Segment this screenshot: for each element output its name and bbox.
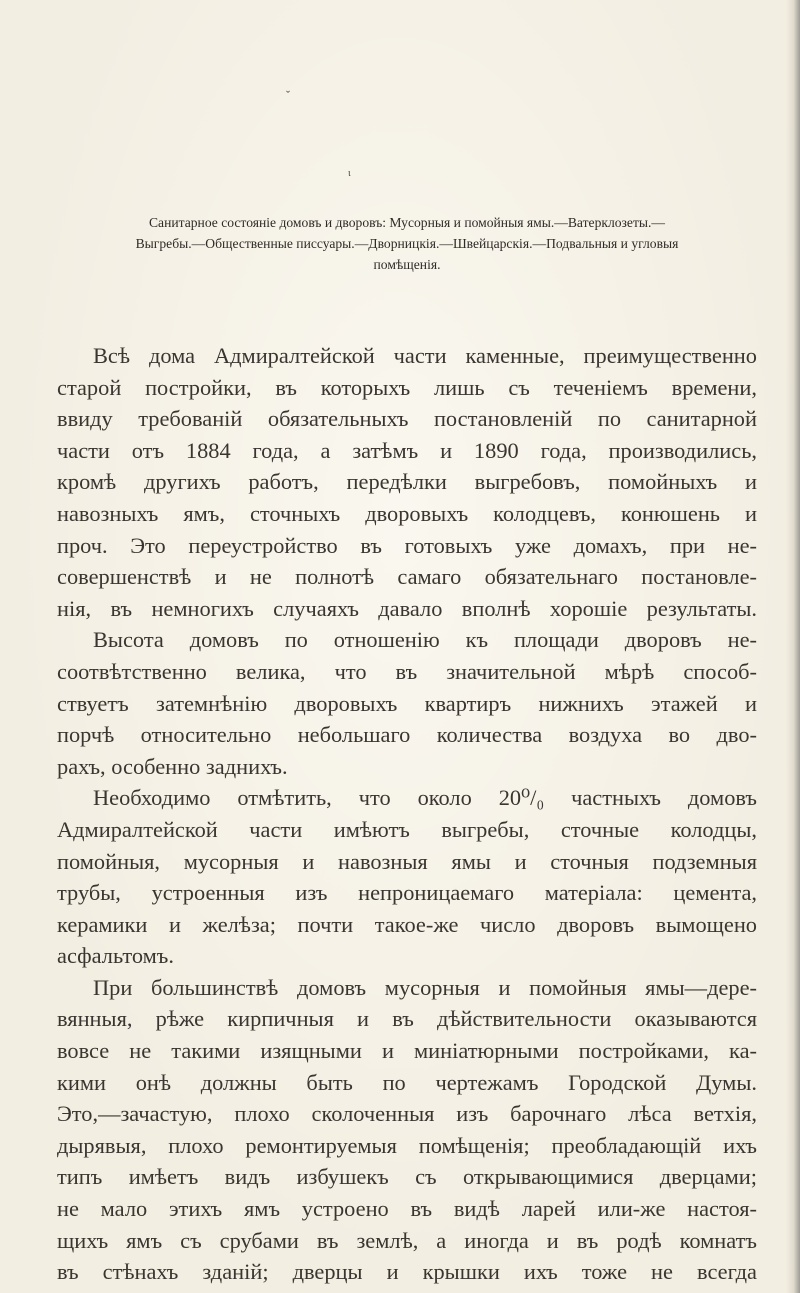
summary-line: Выгребы.—Общественные писсуары.—Дворницкія.—Швейцарскія.—Подвальныя и угловыя (135, 236, 679, 251)
page-edge-shadow (786, 0, 800, 1293)
text-line: асфальтомъ. (57, 943, 174, 969)
scan-speck: ˇ (286, 88, 290, 102)
text-line: проч. Это переустройство въ готовыхъ уже домахъ, при не- (57, 532, 757, 558)
text-line: ствуетъ затемнѣнію дворовыхъ квартиръ нижнихъ этажей и (57, 690, 757, 716)
text-line: типъ имѣетъ видъ избушекъ съ открывающимися дверцами; (57, 1164, 757, 1190)
chapter-summary (57, 212, 757, 275)
text-line: вянныя, рѣже кирпичныя и въ дѣйствительности оказываются (57, 1006, 757, 1032)
text-line: старой постройки, въ которыхъ лишь съ теченіемъ времени, (57, 374, 757, 400)
text-line: порчѣ относительно небольшаго количества воздуха во дво- (57, 722, 757, 748)
text-line: дырявыя, плохо ремонтируемыя помѣщенія; преобладающій ихъ (57, 1132, 757, 1158)
text-line: кими онѣ должны быть по чертежамъ Городской Думы. (57, 1069, 757, 1095)
text-line: нія, въ немногихъ случаяхъ давало вполнѣ хорошіе результаты. (57, 595, 757, 621)
text-line: вовсе не такими изящными и миніатюрными постройками, ка- (57, 1038, 757, 1064)
text-line: Всѣ дома Адмиралтейской части каменные, преимущественно (93, 343, 757, 368)
text-line: Это,—зачастую, плохо сколоченныя изъ барочнаго лѣса ветхія, (57, 1101, 757, 1127)
text-line: навозныхъ ямъ, сточныхъ дворовыхъ колодцевъ, конюшень и (57, 500, 757, 526)
text-line: кромѣ другихъ работъ, передѣлки выгребовъ, помойныхъ и (57, 469, 757, 495)
text-line: Адмиралтейской части имѣютъ выгребы, сточные колодцы, (57, 816, 757, 842)
text-line: Высота домовъ по отношенію къ площади дворовъ не- (93, 627, 757, 653)
text-line: Необходимо отмѣтить, что около 20⁰/₀ частныхъ домовъ (93, 785, 757, 811)
text-line: трубы, устроенныя изъ непроницаемаго матеріала: цемента, (57, 880, 757, 906)
text-line: помойныя, мусорныя и навозныя ямы и сточныя подземныя (57, 848, 757, 874)
summary-line: Санитарное состояніе домовъ и дворовъ: Мусорныя и помойныя ямы.—Ватерклозеты.— (148, 215, 666, 230)
text-line: керамики и желѣза; почти такое-же число дворовъ вымощено (57, 911, 757, 937)
summary-line: помѣщенія. (373, 257, 441, 272)
body-text (57, 340, 757, 1288)
text-line: рахъ, особенно заднихъ. (57, 753, 288, 779)
text-line: При большинствѣ домовъ мусорныя и помойныя ямы—дере- (93, 974, 757, 1000)
text-line: въ стѣнахъ зданій; дверцы и крышки ихъ тоже не всегда (57, 1259, 757, 1285)
scan-speck: ɩ (348, 168, 351, 179)
text-line: совершенствѣ и не полнотѣ самаго обязательнаго постановле- (57, 564, 757, 590)
text-line: соотвѣтственно велика, что въ значительной мѣрѣ способ- (57, 658, 757, 684)
text-line: ввиду требованій обязательныхъ постановленій по санитарной (57, 406, 757, 432)
text-line: не мало этихъ ямъ устроено въ видѣ ларей или-же настоя- (57, 1196, 757, 1222)
text-line: щихъ ямъ съ срубами въ землѣ, а иногда и въ родѣ комнатъ (57, 1227, 757, 1253)
text-line: части отъ 1884 года, а затѣмъ и 1890 года, производились, (57, 437, 757, 463)
